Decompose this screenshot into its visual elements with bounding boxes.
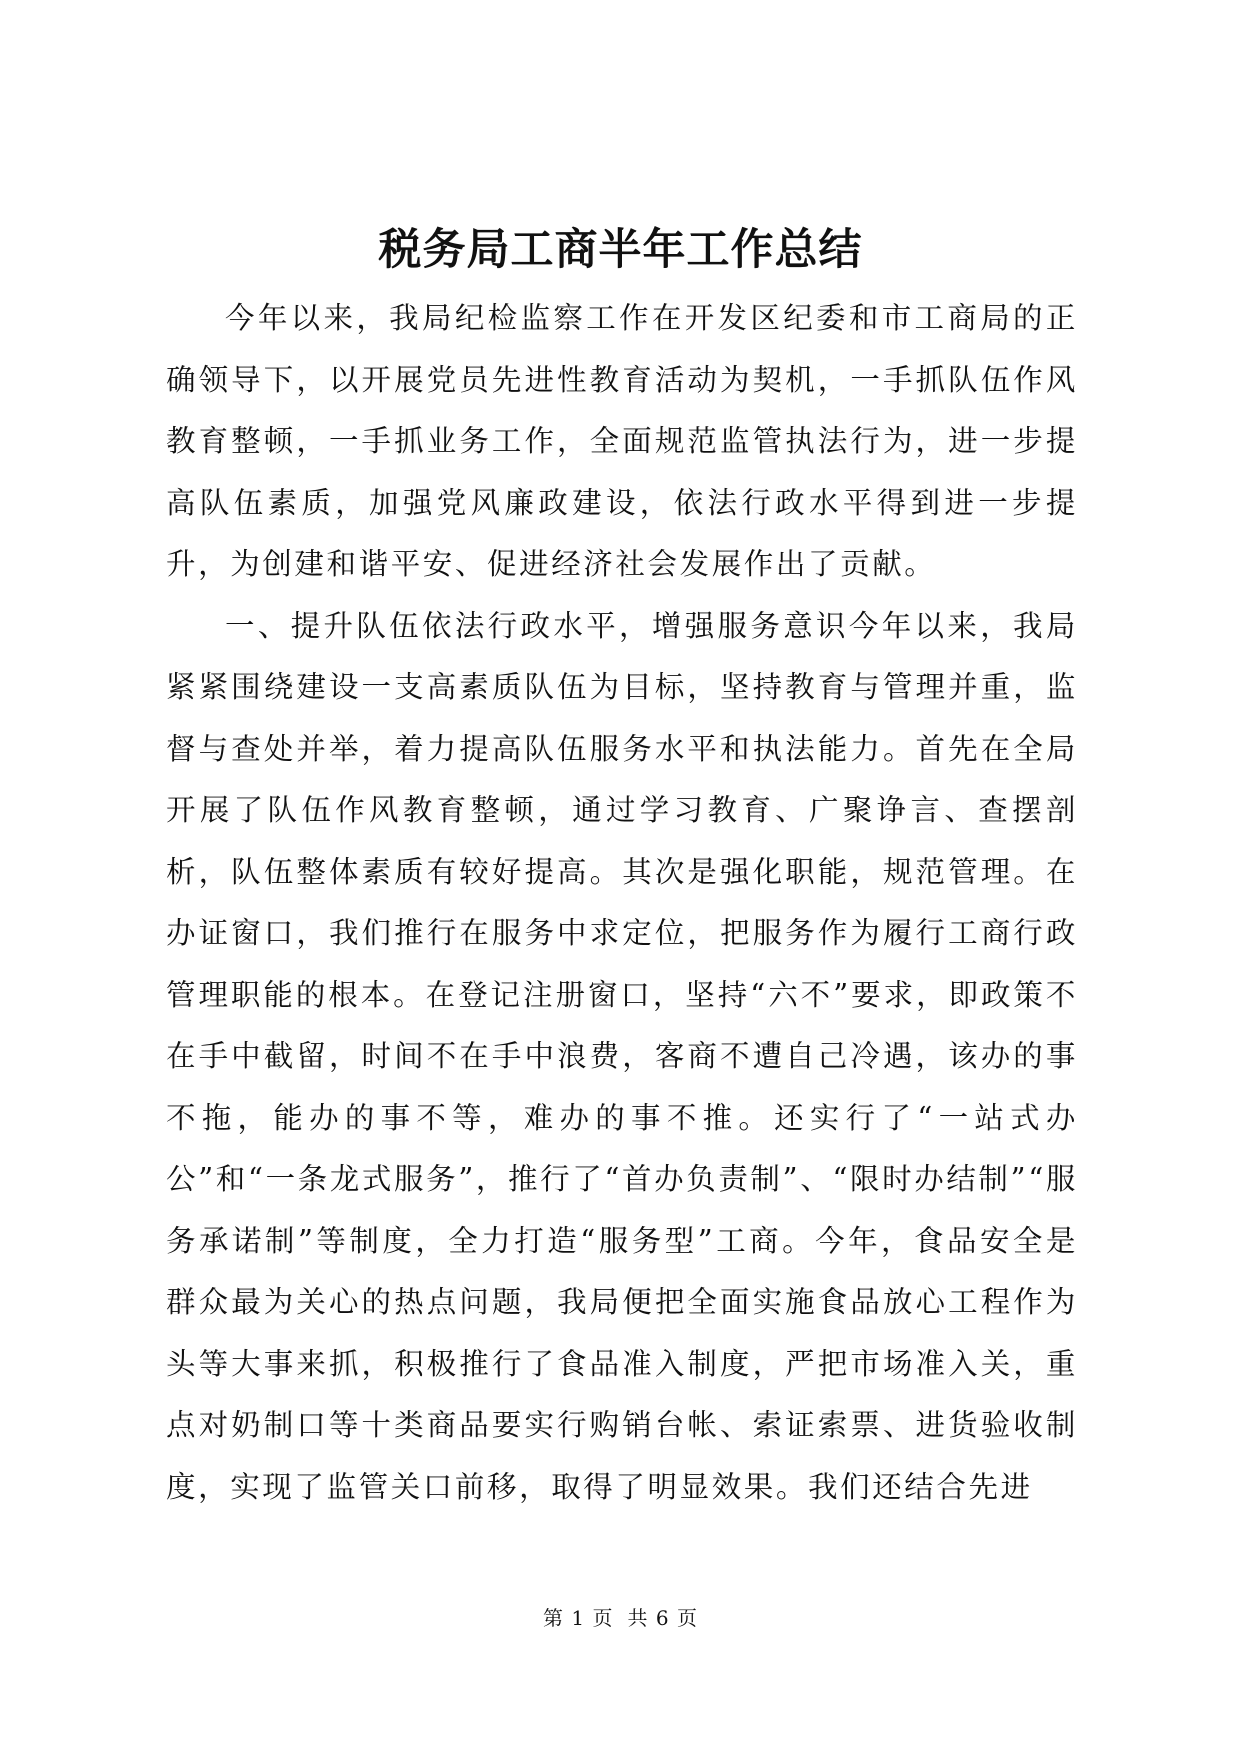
document-body: [166, 288, 1078, 1518]
paragraph-intro: 今年以来，我局纪检监察工作在开发区纪委和市工商局的正确领导下，以开展党员先进性教育活动为契机，一手抓队伍作风教育整顿，一手抓业务工作，全面规范监管执法行为，进一步提高队伍素质，加强党风廉政建设，依法行政水平得到进一步提升，为创建和谐平安、促进经济社会发展作出了贡献。: [166, 301, 1078, 581]
paragraph-section-one: 一、提升队伍依法行政水平，增强服务意识今年以来，我局紧紧围绕建设一支高素质队伍为目标，坚持教育与管理并重，监督与查处并举，着力提高队伍服务水平和执法能力。首先在全局开展了队伍作风教育整顿，通过学习教育、广聚诤言、查摆剖析，队伍整体素质有较好提高。其次是强化职能，规范管理。在办证窗口，我们推行在服务中求定位，把服务作为履行工商行政管理职能的根本。在登记注册窗口，坚持“六不”要求，即政策不在手中截留，时间不在手中浪费，客商不遭自己冷遇，该办的事不拖，能办的事不等，难办的事不推。还实行了“一站式办公”和“一条龙式服务”，推行了“首办负责制”、“限时办结制”“服务承诺制”等制度，全力打造“服务型”工商。今年，食品安全是群众最为关心的热点问题，我局便把全面实施食品放心工程作为头等大事来抓，积极推行了食品准入制度，严把市场准入关，重点对奶制口等十类商品要实行购销台帐、索证索票、进货验收制度，实现了监管关口前移，取得了明显效果。我们还结合先进: [166, 608, 1078, 1504]
page-total: 共 6 页: [627, 1606, 698, 1630]
document-title: 税务局工商半年工作总结: [378, 225, 863, 275]
page-number: 第 1 页: [543, 1606, 614, 1630]
page-footer: [0, 1603, 1241, 1633]
